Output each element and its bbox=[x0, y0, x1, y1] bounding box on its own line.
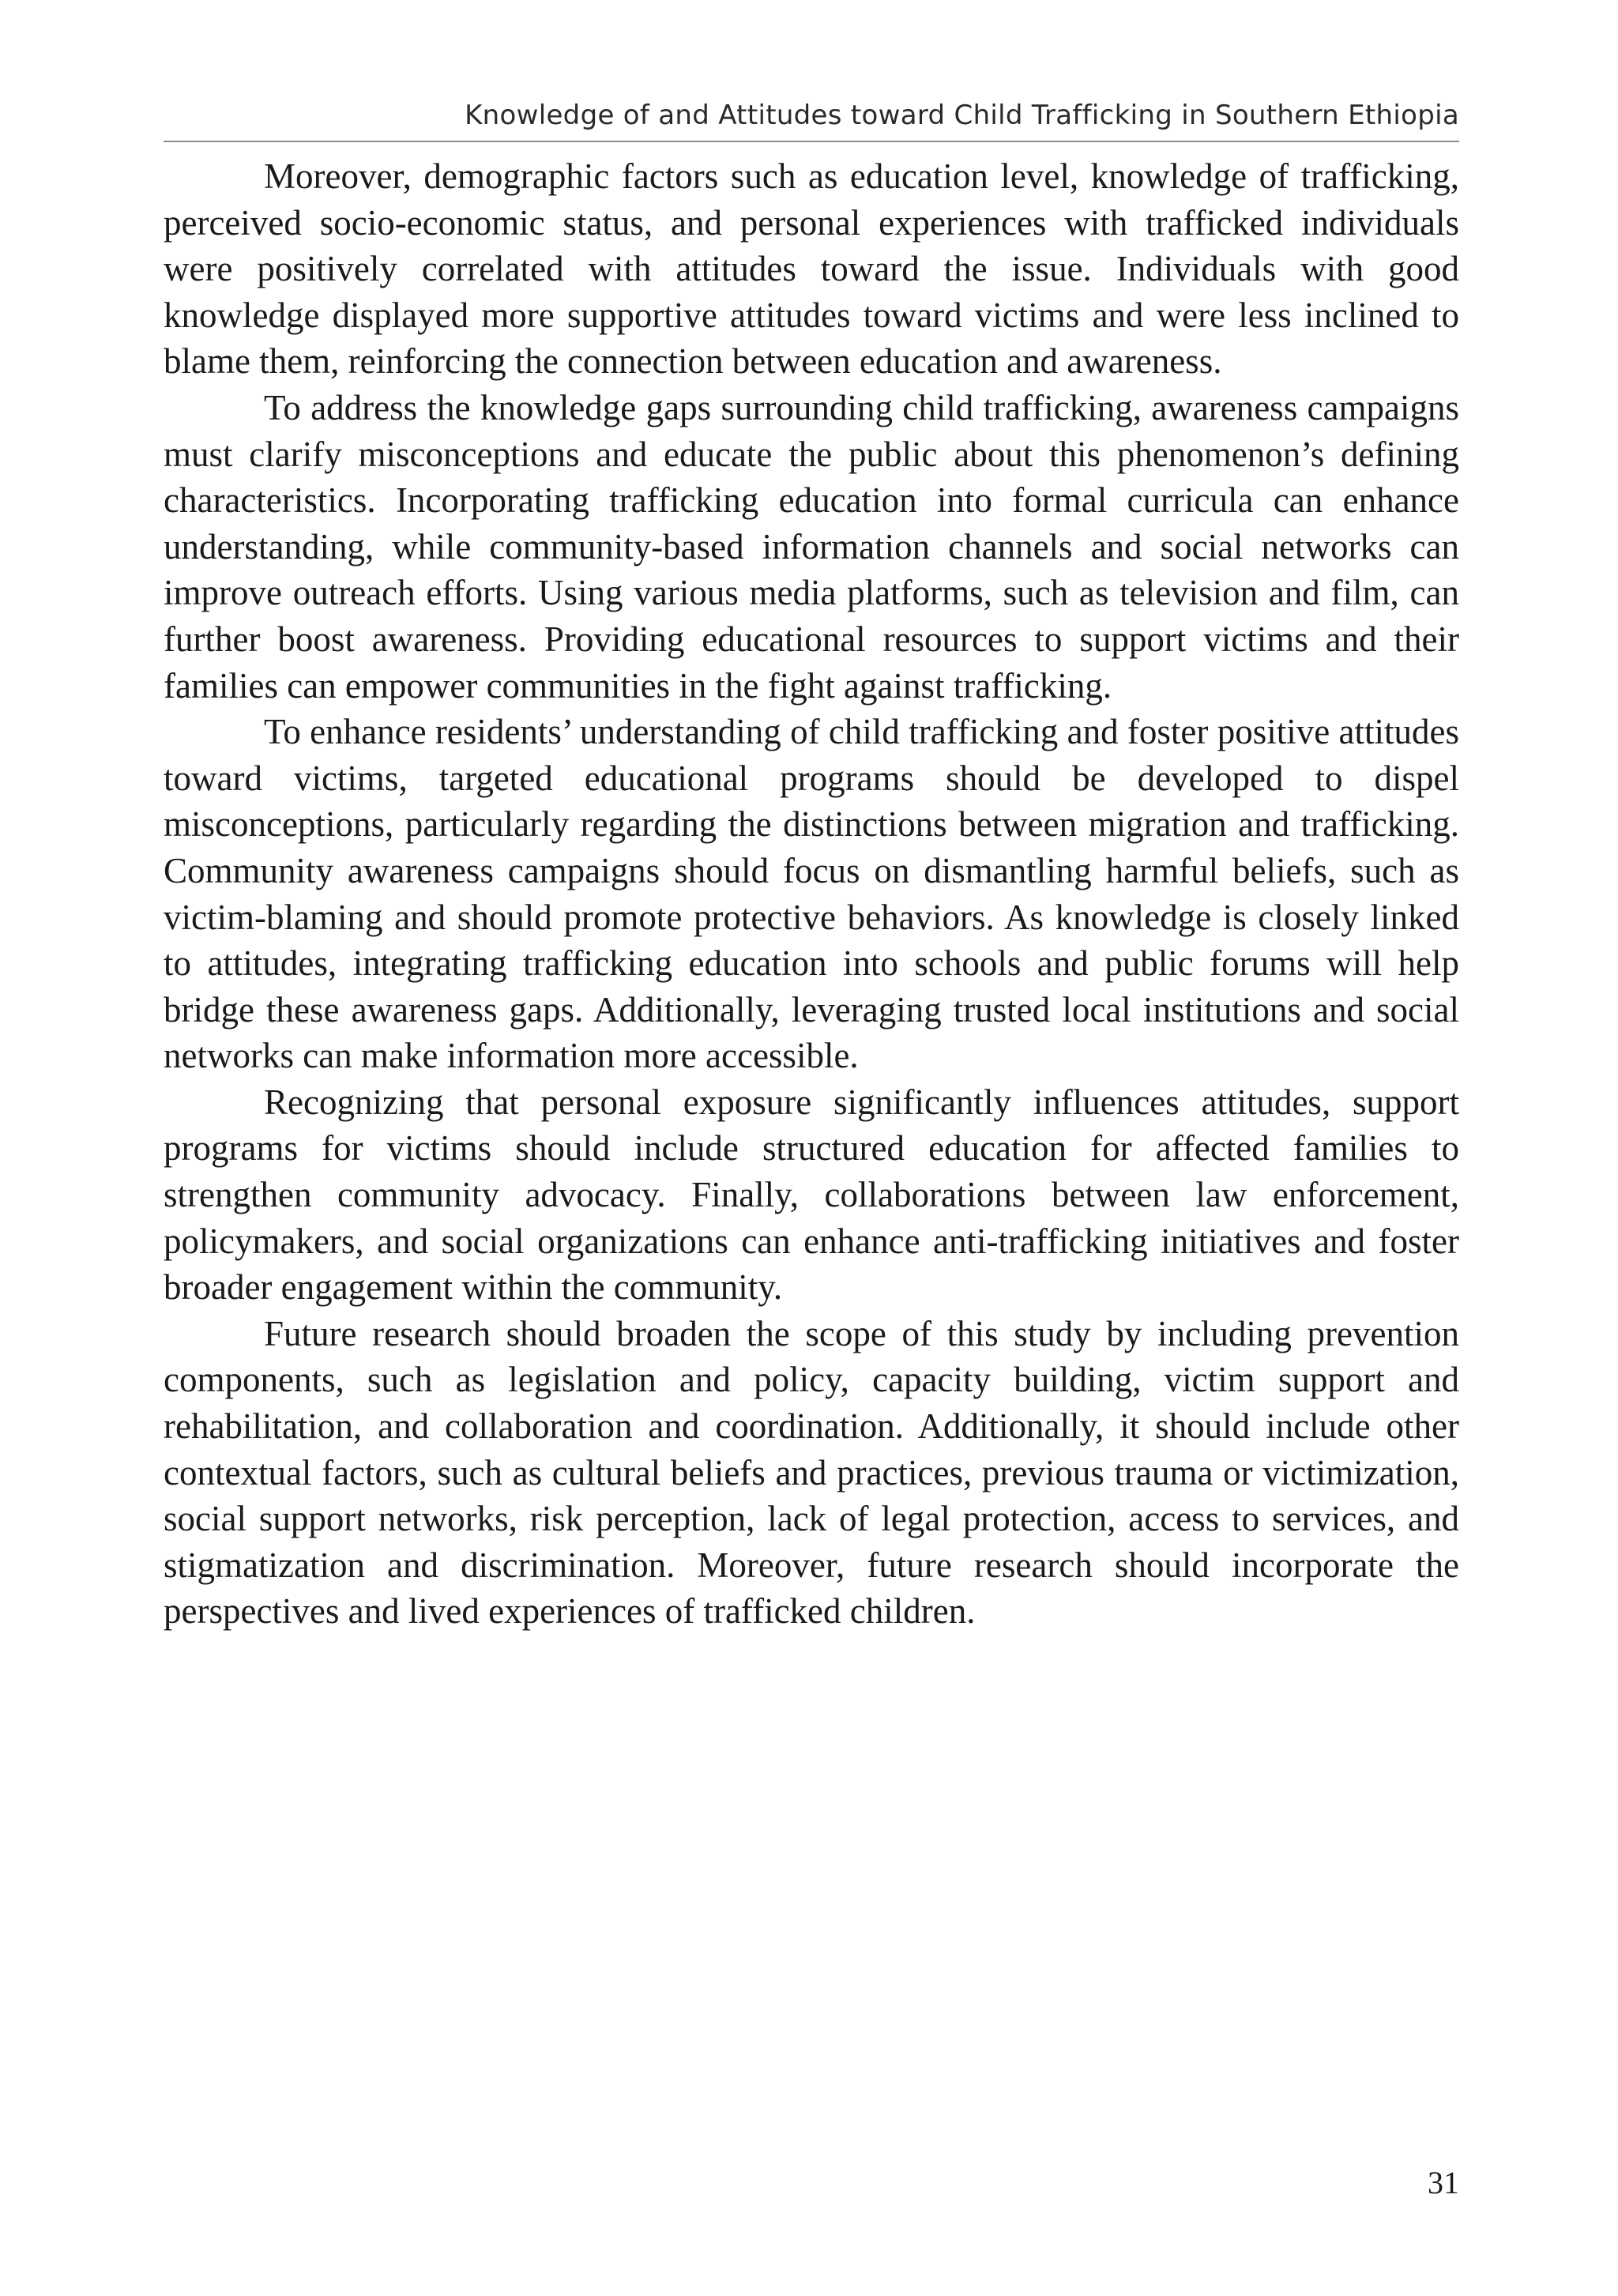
header-divider bbox=[164, 141, 1459, 142]
page-number: 31 bbox=[1428, 2165, 1459, 2200]
paragraph-future-research: Future research should broaden the scope of this study by including prevention components, such as legislation and policy, capacity building, victim support and rehabilitation, and collaboration and coordination. Additionally, it should include other contextual factors, such as cultural beliefs and practices, previous trauma or victimization, social support networks, risk perception, lack of legal protection, access to services, and stigmatization and discrimination. Moreover, future research should incorporate the perspectives and lived experiences of trafficked children. bbox=[164, 1313, 1459, 1632]
body-text bbox=[164, 153, 1459, 1635]
paragraph-knowledge-gaps: To address the knowledge gaps surrounding child trafficking, awareness campaigns must clarify misconceptions and educate the public about this phenomenon’s defining characteristics. Incorporating trafficking education into formal curricula can enhance understanding, while community-based information channels and social networks can improve outreach efforts. Using various media platforms, such as television and film, can further boost awareness. Providing educational resources to support victims and their families can empower communities in the fight against trafficking. bbox=[164, 387, 1459, 706]
paragraph-educational-programs: To enhance residents’ understanding of child trafficking and foster positive attitudes toward victims, targeted educational programs should be developed to dispel misconceptions, particularly regarding the distinctions between migration and trafficking. Community awareness campaigns should focus on dismantling harmful beliefs, such as victim-blaming and should promote protective behaviors. As knowledge is closely linked to attitudes, integrating trafficking education into schools and public forums will help bridge these awareness gaps. Additionally, leveraging trusted local institutions and social networks can make information more accessible. bbox=[164, 712, 1459, 1076]
running-header: Knowledge of and Attitudes toward Child Trafficking in Southern Ethiopia bbox=[465, 100, 1459, 131]
paragraph-personal-exposure: Recognizing that personal exposure significantly influences attitudes, support programs for victims should include structured education for affected families to strengthen community advocacy. Finally, collaborations between law enforcement, policymakers, and social organizations can enhance anti-trafficking initiatives and foster broader engagement within the community. bbox=[164, 1082, 1459, 1308]
paragraph-demographic-factors: Moreover, demographic factors such as education level, knowledge of trafficking, perceived socio-economic status, and personal experiences with trafficked individuals were positively correlated with attitudes toward the issue. Individuals with good knowledge displayed more supportive attitudes toward victims and were less inclined to blame them, reinforcing the connection between education and awareness. bbox=[164, 156, 1459, 382]
